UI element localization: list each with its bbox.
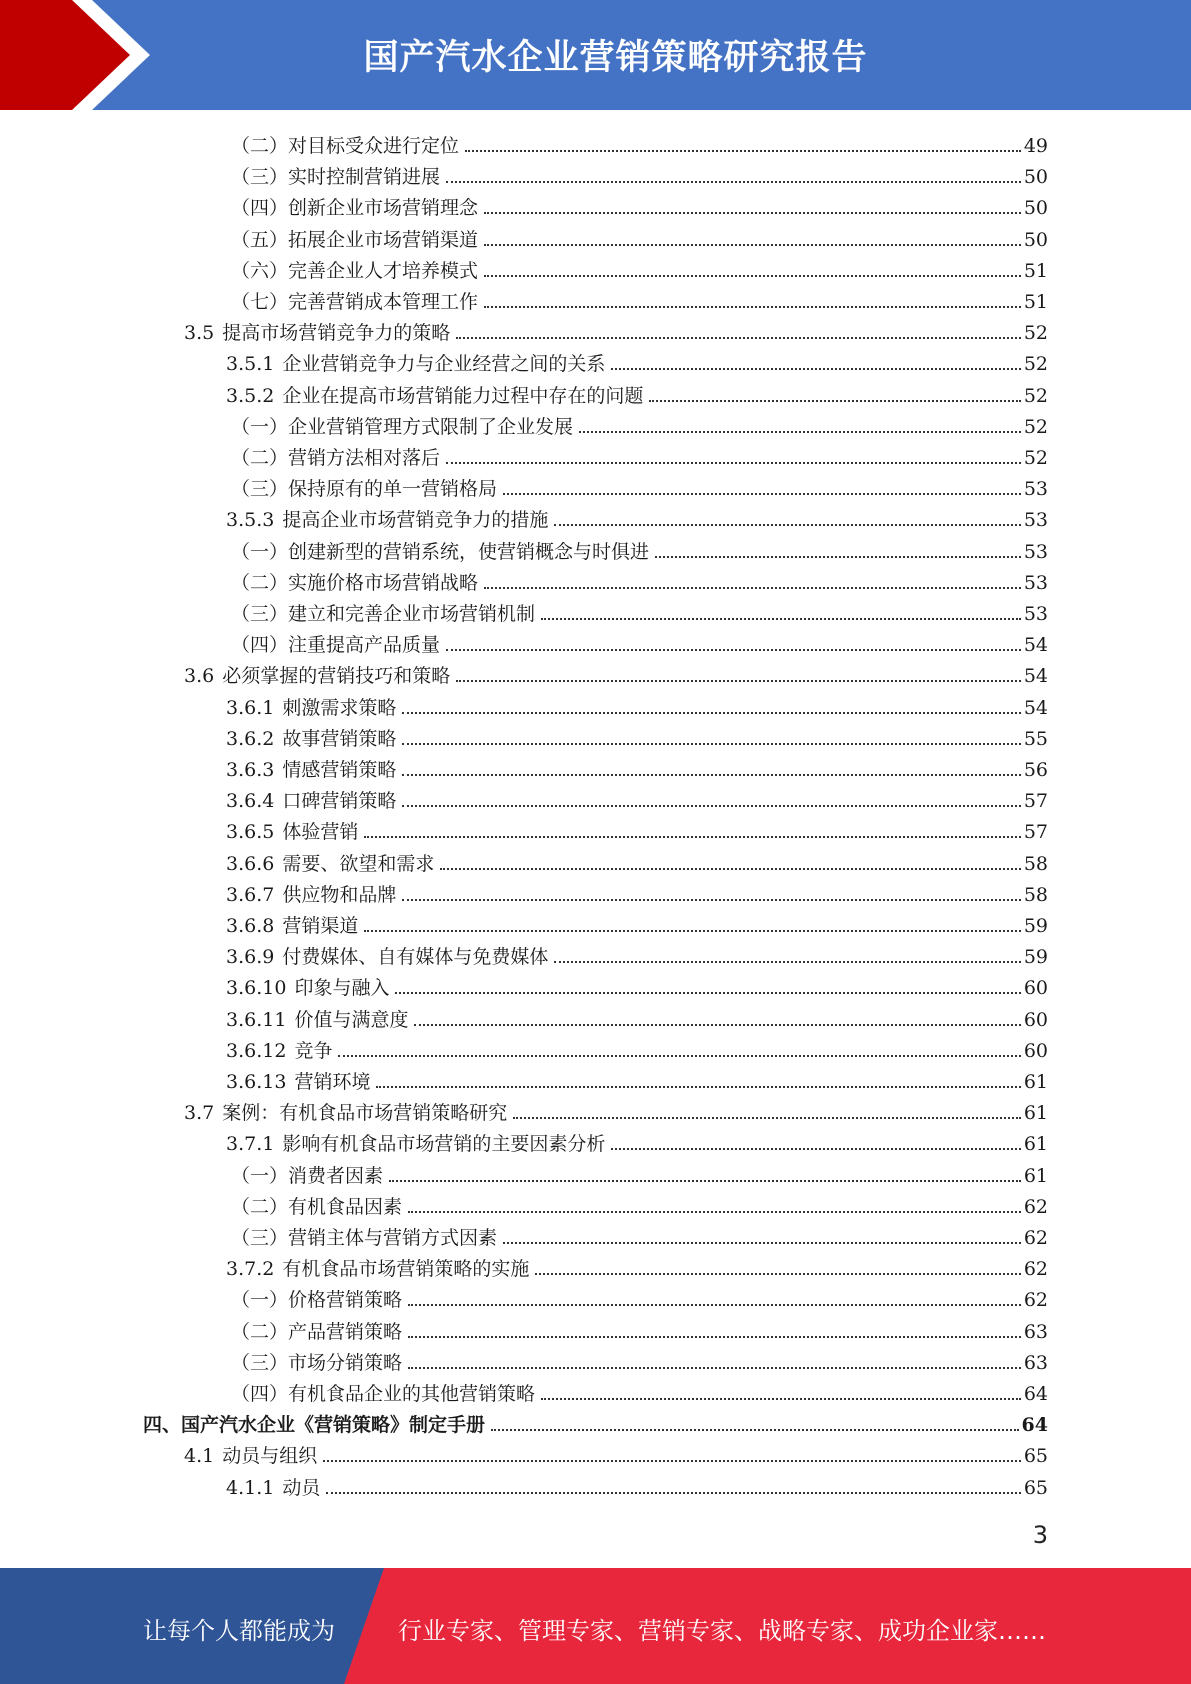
toc-entry-page: 53 bbox=[1023, 509, 1048, 532]
toc-entry-number: 3.5 bbox=[184, 322, 215, 345]
toc-entry-label: 需要、欲望和需求 bbox=[282, 852, 435, 875]
toc-entry-number: 3.6.11 bbox=[226, 1008, 287, 1031]
toc-entry-page: 59 bbox=[1023, 946, 1048, 969]
toc-entry-page: 49 bbox=[1023, 135, 1048, 157]
toc-entry[interactable] bbox=[226, 1000, 1048, 1031]
toc-entry-page: 62 bbox=[1023, 1195, 1048, 1218]
toc-dot-leader bbox=[465, 150, 1021, 152]
toc-entry-page: 52 bbox=[1023, 322, 1048, 345]
toc-entry[interactable] bbox=[231, 188, 1048, 219]
toc-dot-leader bbox=[364, 836, 1020, 838]
toc-entry-number: 3.6.9 bbox=[226, 946, 275, 969]
toc-entry-title bbox=[226, 385, 643, 407]
toc-entry-page: 51 bbox=[1023, 291, 1048, 313]
toc-entry-title bbox=[231, 478, 497, 500]
toc-entry[interactable] bbox=[226, 781, 1048, 812]
toc-entry-title bbox=[231, 166, 440, 188]
toc-entry-label: 刺激需求策略 bbox=[282, 696, 397, 719]
toc-entry-label: 竞争 bbox=[294, 1039, 333, 1062]
toc-entry-label: （五）拓展企业市场营销渠道 bbox=[231, 228, 479, 251]
toc-entry-label: 印象与融入 bbox=[294, 977, 390, 1000]
page-footer bbox=[0, 1568, 1191, 1684]
toc-dot-leader bbox=[402, 774, 1020, 776]
toc-entry-title bbox=[226, 509, 548, 531]
toc-dot-leader bbox=[484, 306, 1021, 308]
toc-entry-label: （三）市场分销策略 bbox=[231, 1351, 403, 1374]
toc-entry-page: 64 bbox=[1021, 1414, 1048, 1437]
toc-entry-number: 3.6.13 bbox=[226, 1071, 287, 1093]
toc-entry-title bbox=[226, 728, 396, 750]
toc-dot-leader bbox=[611, 368, 1020, 370]
toc-entry[interactable] bbox=[226, 688, 1048, 719]
toc-entry-title bbox=[231, 603, 535, 625]
toc-entry-number: 4.1 bbox=[184, 1445, 215, 1468]
toc-entry-label: 营销渠道 bbox=[282, 915, 359, 937]
toc-entry-number: 3.6.1 bbox=[226, 696, 275, 719]
toc-entry[interactable] bbox=[231, 438, 1048, 469]
toc-entry-title bbox=[231, 291, 478, 313]
toc-entry-title bbox=[226, 1477, 320, 1499]
toc-dot-leader bbox=[408, 1367, 1021, 1369]
toc-entry-label: 动员 bbox=[282, 1476, 321, 1499]
toc-entry-label: 提高市场营销竞争力的策略 bbox=[222, 322, 451, 345]
toc-entry-page: 50 bbox=[1023, 166, 1048, 189]
toc-entry-page: 54 bbox=[1023, 634, 1048, 657]
toc-entry-label: 价值与满意度 bbox=[294, 1008, 409, 1031]
toc-entry[interactable] bbox=[231, 1156, 1048, 1187]
toc-entry-title bbox=[226, 853, 434, 875]
toc-entry[interactable] bbox=[231, 1280, 1048, 1311]
toc-entry-label: 故事营销策略 bbox=[282, 727, 397, 750]
toc-entry-page: 64 bbox=[1023, 1383, 1048, 1405]
toc-entry[interactable] bbox=[226, 875, 1048, 906]
toc-entry[interactable] bbox=[226, 344, 1048, 375]
toc-entry-label: 营销环境 bbox=[294, 1071, 371, 1093]
toc-entry-title bbox=[226, 821, 358, 843]
toc-dot-leader bbox=[579, 431, 1021, 433]
toc-entry-page: 52 bbox=[1023, 447, 1048, 469]
toc-entry-label: 企业营销竞争力与企业经营之间的关系 bbox=[282, 353, 606, 376]
toc-entry-label: 有机食品市场营销策略的实施 bbox=[282, 1258, 530, 1281]
toc-entry[interactable] bbox=[231, 282, 1048, 313]
toc-entry-label: （六）完善企业人才培养模式 bbox=[231, 259, 479, 282]
toc-entry-label: 必须掌握的营销技巧和策略 bbox=[222, 665, 451, 688]
toc-dot-leader bbox=[484, 244, 1021, 246]
toc-dot-leader bbox=[402, 743, 1020, 745]
toc-dot-leader bbox=[456, 337, 1021, 339]
toc-entry-label: 口碑营销策略 bbox=[282, 790, 397, 813]
toc-entry-number: 3.5.3 bbox=[226, 509, 275, 532]
toc-entry-label: 企业在提高市场营销能力过程中存在的问题 bbox=[282, 384, 644, 407]
toc-entry-label: 影响有机食品市场营销的主要因素分析 bbox=[282, 1133, 606, 1156]
toc-dot-leader bbox=[408, 1211, 1021, 1213]
toc-entry[interactable] bbox=[231, 1187, 1048, 1218]
toc-entry[interactable] bbox=[226, 500, 1048, 531]
toc-entry-title bbox=[226, 884, 396, 906]
toc-dot-leader bbox=[503, 1242, 1021, 1244]
toc-entry-number: 3.6.2 bbox=[226, 727, 275, 750]
toc-entry[interactable] bbox=[184, 1093, 1048, 1124]
toc-dot-leader bbox=[414, 1024, 1020, 1026]
toc-entry-title bbox=[226, 915, 358, 937]
toc-entry-page: 63 bbox=[1023, 1320, 1048, 1343]
toc-entry-page: 62 bbox=[1023, 1227, 1048, 1249]
toc-entry[interactable] bbox=[226, 376, 1048, 407]
toc-entry-title bbox=[226, 1258, 529, 1280]
toc-entry-page: 62 bbox=[1023, 1258, 1048, 1281]
toc-dot-leader bbox=[402, 899, 1020, 901]
toc-entry-title bbox=[226, 946, 548, 968]
toc-entry-page: 51 bbox=[1023, 259, 1048, 282]
footer-slogan-left: 让每个人都能成为 bbox=[143, 1617, 335, 1645]
toc-entry-title bbox=[184, 1102, 507, 1124]
toc-entry-label: 体验营销 bbox=[282, 821, 359, 844]
toc-entry-page: 65 bbox=[1023, 1476, 1048, 1499]
toc-entry[interactable] bbox=[226, 812, 1048, 843]
toc-entry-title bbox=[226, 697, 396, 719]
toc-dot-leader bbox=[541, 1398, 1021, 1400]
toc-entry-page: 60 bbox=[1023, 1039, 1048, 1062]
toc-entry-page: 62 bbox=[1023, 1289, 1048, 1312]
toc-entry[interactable] bbox=[231, 563, 1048, 594]
footer-slogan-right: 行业专家、管理专家、营销专家、战略专家、成功企业家…… bbox=[398, 1617, 1046, 1645]
page-number: 3 bbox=[1032, 1521, 1048, 1549]
toc-dot-leader bbox=[338, 1055, 1020, 1057]
toc-entry[interactable] bbox=[143, 1405, 1048, 1436]
toc-entry-label: 供应物和品牌 bbox=[282, 883, 397, 906]
toc-dot-leader bbox=[323, 1460, 1021, 1462]
toc-entry-page: 56 bbox=[1023, 759, 1048, 781]
toc-dot-leader bbox=[402, 712, 1020, 714]
toc-entry-number: 3.6.12 bbox=[226, 1039, 287, 1062]
report-title: 国产汽水企业营销策略研究报告 bbox=[363, 38, 868, 78]
toc-entry-number: 3.5.1 bbox=[226, 353, 275, 376]
toc-entry[interactable] bbox=[184, 1436, 1048, 1467]
toc-dot-leader bbox=[554, 524, 1020, 526]
toc-entry-page: 53 bbox=[1023, 603, 1048, 625]
toc-entry-title bbox=[231, 197, 478, 219]
toc-entry-page: 57 bbox=[1023, 790, 1048, 813]
toc-dot-leader bbox=[655, 556, 1021, 558]
toc-entry-label: （四）有机食品企业的其他营销策略 bbox=[231, 1383, 536, 1405]
toc-entry[interactable] bbox=[226, 1062, 1048, 1093]
toc-entry-title bbox=[231, 135, 459, 157]
toc-entry-label: 案例：有机食品市场营销策略研究 bbox=[222, 1102, 508, 1125]
toc-entry[interactable] bbox=[231, 469, 1048, 500]
toc-entry-title bbox=[231, 1227, 497, 1249]
toc-entry-number: 3.6.4 bbox=[226, 790, 275, 813]
toc-entry[interactable] bbox=[231, 157, 1048, 188]
toc-entry-page: 60 bbox=[1023, 977, 1048, 1000]
toc-entry[interactable] bbox=[226, 937, 1048, 968]
toc-entry-page: 53 bbox=[1023, 540, 1048, 563]
toc-dot-leader bbox=[491, 1429, 1019, 1431]
toc-entry[interactable] bbox=[231, 1343, 1048, 1374]
toc-entry[interactable] bbox=[231, 251, 1048, 282]
toc-entry-number: 3.7.1 bbox=[226, 1133, 275, 1156]
toc-entry-page: 61 bbox=[1023, 1102, 1048, 1125]
toc-entry[interactable] bbox=[231, 625, 1048, 656]
toc-entry-title bbox=[226, 1009, 408, 1031]
toc-entry-label: （七）完善营销成本管理工作 bbox=[231, 291, 479, 313]
toc-entry[interactable] bbox=[226, 1249, 1048, 1280]
toc-entry[interactable] bbox=[226, 844, 1048, 875]
toc-entry-title bbox=[231, 572, 478, 594]
toc-dot-leader bbox=[541, 618, 1021, 620]
toc-dot-leader bbox=[446, 649, 1021, 651]
toc-entry-number: 4.1.1 bbox=[226, 1476, 275, 1499]
toc-entry-title bbox=[231, 447, 440, 469]
toc-entry-label: （二）实施价格市场营销战略 bbox=[231, 571, 479, 594]
toc-entry-page: 58 bbox=[1023, 883, 1048, 906]
toc-entry-title bbox=[226, 1071, 370, 1093]
toc-entry-title bbox=[184, 1445, 317, 1467]
toc-entry[interactable] bbox=[231, 407, 1048, 438]
toc-entry-title bbox=[226, 1133, 605, 1155]
toc-entry-number: 3.6.6 bbox=[226, 852, 275, 875]
toc-entry-label: 情感营销策略 bbox=[282, 759, 397, 781]
toc-entry-title bbox=[231, 1289, 402, 1311]
toc-entry-label: 付费媒体、自有媒体与免费媒体 bbox=[282, 946, 549, 969]
toc-dot-leader bbox=[484, 212, 1021, 214]
toc-entry-page: 65 bbox=[1023, 1445, 1048, 1468]
toc-entry-page: 60 bbox=[1023, 1008, 1048, 1031]
toc-entry[interactable] bbox=[231, 1218, 1048, 1249]
toc-entry-title bbox=[231, 1165, 383, 1187]
toc-entry[interactable] bbox=[226, 906, 1048, 937]
toc-entry[interactable] bbox=[231, 220, 1048, 251]
toc-dot-leader bbox=[408, 1304, 1021, 1306]
toc-dot-leader bbox=[402, 805, 1020, 807]
toc-entry-title bbox=[231, 416, 573, 438]
toc-entry-title bbox=[184, 665, 450, 687]
toc-entry-title bbox=[226, 353, 605, 375]
toc-entry[interactable] bbox=[231, 532, 1048, 563]
toc-entry[interactable] bbox=[184, 656, 1048, 687]
toc-entry-page: 52 bbox=[1023, 353, 1048, 376]
toc-entry-number: 3.7.2 bbox=[226, 1258, 275, 1281]
toc-entry-page: 63 bbox=[1023, 1351, 1048, 1374]
toc-entry-title bbox=[231, 1321, 402, 1343]
toc-entry-label: （四）注重提高产品质量 bbox=[231, 634, 441, 657]
toc-entry-number: 3.6.5 bbox=[226, 821, 275, 844]
toc-entry-title bbox=[231, 229, 478, 251]
toc-entry-label: （一）企业营销管理方式限制了企业发展 bbox=[231, 415, 574, 438]
toc-dot-leader bbox=[446, 181, 1021, 183]
toc-entry-label: （二）产品营销策略 bbox=[231, 1320, 403, 1343]
toc-dot-leader bbox=[535, 1273, 1020, 1275]
toc-entry[interactable] bbox=[226, 1031, 1048, 1062]
toc-entry[interactable] bbox=[231, 1374, 1048, 1405]
toc-entry-page: 50 bbox=[1023, 228, 1048, 251]
toc-entry-label: （三）保持原有的单一营销格局 bbox=[231, 478, 498, 501]
toc-entry-number: 3.7 bbox=[184, 1102, 215, 1125]
toc-entry-title bbox=[231, 1383, 535, 1405]
toc-entry[interactable] bbox=[226, 968, 1048, 999]
toc-entry-page: 52 bbox=[1023, 415, 1048, 438]
toc-entry-label: 动员与组织 bbox=[222, 1445, 318, 1468]
toc-entry-title bbox=[231, 1352, 402, 1374]
toc-dot-leader bbox=[446, 462, 1021, 464]
toc-entry-number: 3.6.10 bbox=[226, 977, 287, 1000]
toc-entry-title bbox=[143, 1414, 485, 1436]
toc-entry-label: （四）创新企业市场营销理念 bbox=[231, 197, 479, 220]
toc-entry-title bbox=[231, 1196, 402, 1218]
toc-entry-page: 50 bbox=[1023, 197, 1048, 220]
toc-dot-leader bbox=[611, 1148, 1020, 1150]
toc-entry-page: 61 bbox=[1023, 1164, 1048, 1187]
toc-dot-leader bbox=[376, 1086, 1020, 1088]
toc-dot-leader bbox=[513, 1117, 1021, 1119]
toc-entry[interactable] bbox=[231, 594, 1048, 625]
toc-entry-label: （三）建立和完善企业市场营销机制 bbox=[231, 603, 536, 625]
toc-dot-leader bbox=[408, 1336, 1021, 1338]
toc-entry-number: 3.6.8 bbox=[226, 915, 275, 937]
toc-entry-title bbox=[184, 322, 450, 344]
toc-entry-label: （三）实时控制营销进展 bbox=[231, 166, 441, 189]
toc-dot-leader bbox=[484, 275, 1021, 277]
toc-dot-leader bbox=[364, 930, 1020, 932]
page-header bbox=[0, 0, 1191, 110]
toc-entry-label: 四、国产汽水企业《营销策略》制定手册 bbox=[143, 1414, 486, 1437]
toc-entry-label: （一）价格营销策略 bbox=[231, 1289, 403, 1312]
toc-entry-page: 58 bbox=[1023, 852, 1048, 875]
toc-entry[interactable] bbox=[184, 313, 1048, 344]
toc-entry-title bbox=[226, 759, 396, 781]
toc-entry-title bbox=[231, 541, 649, 563]
toc-entry-label: （二）有机食品因素 bbox=[231, 1195, 403, 1218]
toc-entry[interactable] bbox=[226, 1124, 1048, 1155]
toc-entry-page: 53 bbox=[1023, 478, 1048, 501]
toc-dot-leader bbox=[649, 400, 1020, 402]
toc-entry-label: （二）营销方法相对落后 bbox=[231, 447, 441, 469]
toc-entry-page: 54 bbox=[1023, 696, 1048, 719]
toc-entry[interactable] bbox=[226, 1468, 1048, 1499]
toc-entry-page: 61 bbox=[1023, 1071, 1048, 1093]
toc-entry-page: 53 bbox=[1023, 571, 1048, 594]
toc-entry-number: 3.6 bbox=[184, 665, 215, 688]
toc-entry-title bbox=[231, 634, 440, 656]
toc-dot-leader bbox=[326, 1492, 1020, 1494]
toc-dot-leader bbox=[554, 961, 1020, 963]
toc-entry[interactable] bbox=[226, 719, 1048, 750]
toc-dot-leader bbox=[440, 868, 1020, 870]
toc-entry-page: 55 bbox=[1023, 727, 1048, 750]
toc-dot-leader bbox=[484, 587, 1021, 589]
toc-entry-page: 59 bbox=[1023, 915, 1048, 937]
toc-entry-page: 52 bbox=[1023, 384, 1048, 407]
toc-entry-title bbox=[226, 1040, 332, 1062]
toc-entry-label: （二）对目标受众进行定位 bbox=[231, 135, 460, 157]
toc-entry[interactable] bbox=[226, 750, 1048, 781]
toc-entry-title bbox=[226, 977, 389, 999]
toc-dot-leader bbox=[503, 493, 1021, 495]
toc-dot-leader bbox=[389, 1180, 1021, 1182]
toc-dot-leader bbox=[456, 680, 1021, 682]
toc-entry-number: 3.6.7 bbox=[226, 883, 275, 906]
toc-entry-number: 3.5.2 bbox=[226, 384, 275, 407]
toc-entry-label: （三）营销主体与营销方式因素 bbox=[231, 1227, 498, 1249]
toc-entry-page: 61 bbox=[1023, 1133, 1048, 1156]
toc-entry-page: 54 bbox=[1023, 665, 1048, 688]
toc-entry-page: 57 bbox=[1023, 821, 1048, 844]
toc-entry-label: （一）消费者因素 bbox=[231, 1164, 384, 1187]
toc-dot-leader bbox=[395, 992, 1020, 994]
toc-entry-number: 3.6.3 bbox=[226, 759, 275, 781]
toc-entry-label: （一）创建新型的营销系统，使营销概念与时俱进 bbox=[231, 540, 650, 563]
toc-entry-label: 提高企业市场营销竞争力的措施 bbox=[282, 509, 549, 532]
toc-entry[interactable] bbox=[231, 126, 1048, 157]
toc-entry-title bbox=[231, 260, 478, 282]
toc-entry-title bbox=[226, 790, 396, 812]
toc-entry[interactable] bbox=[231, 1312, 1048, 1343]
